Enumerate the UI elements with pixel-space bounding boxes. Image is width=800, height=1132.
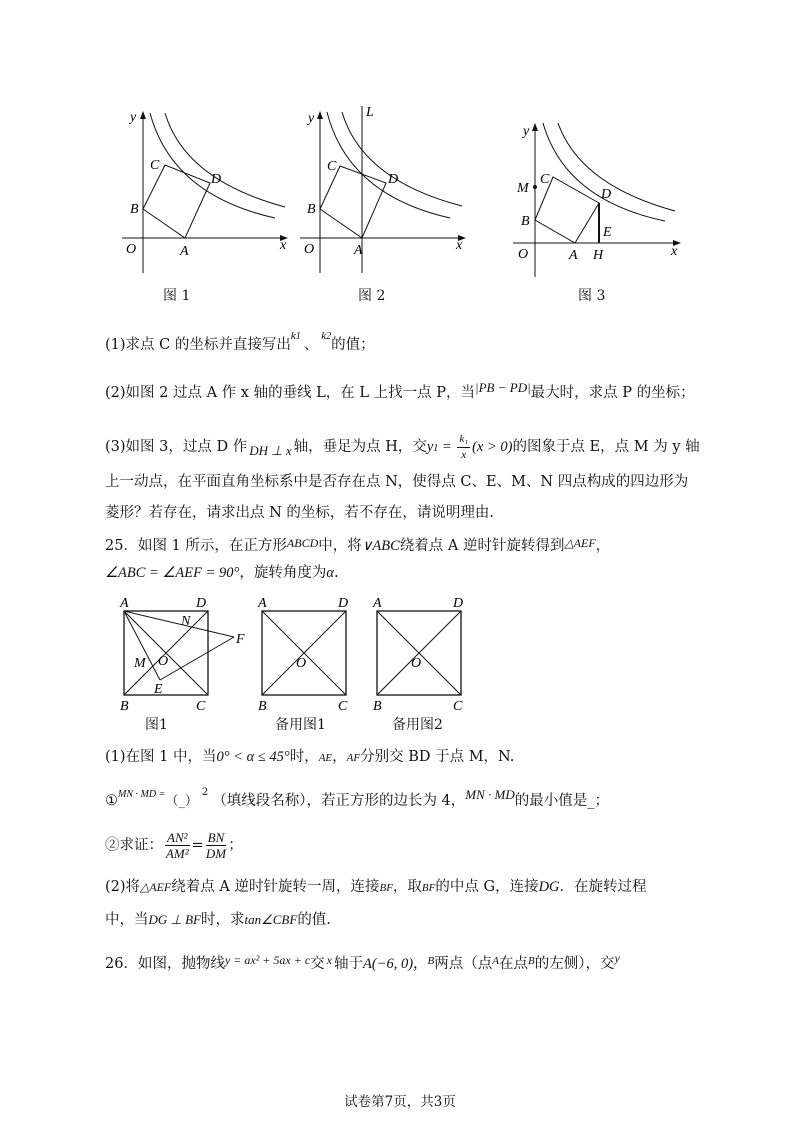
q26-b2: B bbox=[528, 955, 535, 967]
func-sub: 1 bbox=[433, 442, 439, 454]
fig1-label-A: A bbox=[180, 244, 189, 259]
q25-line2 bbox=[105, 563, 339, 583]
q25-spare-figure-1 bbox=[252, 595, 362, 715]
q25-spare-figure-2-caption: 备用图2 bbox=[392, 717, 443, 733]
q25-fig1-label-O: O bbox=[158, 654, 169, 669]
q25-p1b bbox=[105, 830, 243, 861]
fig3-label-O: O bbox=[518, 247, 529, 262]
q25-p1 bbox=[105, 747, 514, 768]
q26-mid1: 交 bbox=[310, 956, 325, 972]
q26-pre: 26．如图，抛物线 bbox=[105, 956, 225, 972]
q25-p2-dg: DG bbox=[538, 879, 560, 895]
q25-p2-tri: △AEF bbox=[140, 880, 172, 894]
q25-tri1: ∨ABC bbox=[361, 538, 400, 554]
q24-part1-post: 的值； bbox=[331, 337, 375, 353]
q26-a2: A bbox=[492, 955, 500, 967]
q25-p1a bbox=[105, 783, 609, 812]
page-footer: 试卷第7页，共3页 bbox=[344, 1094, 456, 1110]
fig2-label-x: x bbox=[456, 238, 463, 253]
k1-symbol bbox=[291, 330, 301, 342]
q25-p1-pre: (1)在图 1 中，当 bbox=[105, 749, 217, 765]
q25-p2-mid3: 的中点 G，连接 bbox=[435, 879, 539, 895]
fig2-label-A: A bbox=[354, 243, 363, 258]
q25-p1b-left-frac bbox=[165, 830, 190, 861]
q25-spare2-label-D: D bbox=[453, 596, 464, 611]
fig2-label-O: O bbox=[304, 242, 315, 257]
fig2-label-B: B bbox=[307, 202, 316, 217]
q24-func bbox=[426, 433, 513, 461]
q24-part3-line2: 上一动点，在平面直角坐标系中是否存在点 N，使得点 C、E、M、N 四点构成的四边形为 bbox=[105, 474, 689, 490]
q25-spare1-label-O: O bbox=[296, 656, 307, 671]
func-eq: = bbox=[438, 438, 456, 455]
q26-mid5: 在点 bbox=[499, 956, 529, 972]
q25-line1 bbox=[105, 533, 610, 556]
q25-p1-ae: AE bbox=[318, 752, 333, 764]
k1-letter: k bbox=[290, 330, 296, 342]
func-frac bbox=[457, 432, 470, 463]
k1-sub: 1 bbox=[295, 331, 301, 342]
q25-p2-pre: (2)将 bbox=[105, 879, 141, 895]
q25-p1a-sup: 2 bbox=[201, 787, 209, 798]
q25-spare-figure-1-caption: 备用图1 bbox=[275, 717, 326, 733]
q25-p1-sep: ， bbox=[332, 749, 347, 765]
q25-p1b-eq: = bbox=[191, 837, 204, 854]
func-lhs: y bbox=[426, 438, 434, 455]
q25-spare1-label-A: A bbox=[258, 596, 267, 611]
q25-p2-bf2: BF bbox=[421, 882, 436, 894]
q25-p2-mid1: 绕着点 A 逆时针旋转一周，连接 bbox=[171, 879, 380, 895]
fig3-label-D: D bbox=[601, 187, 612, 202]
fig1-label-B: B bbox=[130, 202, 139, 217]
q25-p2l2-expr: DG ⊥ BF bbox=[148, 912, 201, 927]
q25-fig1-label-C: C bbox=[196, 699, 206, 714]
fig3-label-C: C bbox=[540, 172, 550, 187]
fig2-label-L: L bbox=[366, 105, 374, 120]
q26-pt: A(−6, 0) bbox=[362, 956, 414, 972]
func-num: k₁ bbox=[457, 432, 470, 448]
q25-fig1-label-N: N bbox=[181, 614, 191, 629]
q26-b: B bbox=[427, 955, 435, 967]
q25-p2-line2 bbox=[105, 910, 331, 930]
q25-p1a-pre: ① bbox=[105, 793, 118, 809]
q25-p2l2-tan: tan∠CBF bbox=[244, 912, 298, 927]
q25-p1b-pre: ②求证： bbox=[105, 837, 163, 854]
q25-alpha: α bbox=[326, 565, 334, 581]
q25-p1a-mid: （填线段名称），若正方形的边长为 4， bbox=[212, 793, 466, 809]
q24-part2-pre: (2)如图 2 过点 A 作 x 轴的垂线 L，在 L 上找一点 P，当 bbox=[105, 385, 476, 401]
q25-abcd: ABCD bbox=[286, 536, 319, 550]
k2-symbol bbox=[321, 330, 331, 342]
figure-1-graph bbox=[110, 105, 295, 280]
fig1-label-O: O bbox=[126, 242, 137, 257]
q26-mid4: 两点（点 bbox=[434, 956, 493, 972]
q25-fig1-label-M: M bbox=[134, 656, 146, 671]
q25-p2l2-mid: 时，求 bbox=[200, 912, 245, 928]
q25-p1a-post: 的最小值是_； bbox=[514, 793, 610, 809]
q25-spare-figure-2 bbox=[367, 595, 477, 715]
q26-mid6: 的左侧），交 bbox=[534, 956, 615, 972]
func-den: x bbox=[461, 449, 467, 461]
rfrac-den: DM bbox=[205, 846, 227, 861]
q25-p1b-post: ； bbox=[228, 837, 243, 854]
q25-line1-mid2: 绕着点 A 逆时针旋转得到 bbox=[399, 538, 565, 554]
q25-fig1-label-E: E bbox=[154, 682, 163, 697]
q25-p1a-expr: MN · MD = bbox=[118, 789, 166, 800]
q25-p2-line1 bbox=[105, 877, 647, 898]
q25-fig1-label-D: D bbox=[196, 596, 207, 611]
q25-p1-af: AF bbox=[346, 752, 361, 764]
q26-line bbox=[105, 948, 620, 974]
q25-p2-bf1: BF bbox=[379, 882, 393, 894]
q25-line1-pre: 25．如图 1 所示，在正方形 bbox=[105, 538, 287, 554]
k2-sub: 2 bbox=[326, 331, 332, 342]
q24-part1 bbox=[105, 326, 375, 355]
q25-p2l2-post: 的值. bbox=[297, 912, 331, 928]
q24-part3-line1 bbox=[105, 432, 700, 463]
q25-p1a-blank: （_） bbox=[165, 794, 198, 809]
fig3-label-y: y bbox=[523, 124, 530, 139]
figure-1-caption: 图 1 bbox=[163, 288, 191, 304]
lfrac-num: AN² bbox=[167, 830, 188, 845]
q26-x: x bbox=[326, 953, 332, 967]
fig1-label-C: C bbox=[150, 158, 160, 173]
q25-p2-post: ．在旋转过程 bbox=[559, 879, 647, 895]
q24-part2 bbox=[105, 378, 695, 403]
figure-2-graph bbox=[290, 100, 480, 280]
q25-tri2: △AEF bbox=[564, 536, 596, 550]
q25-p1-mid1: 时， bbox=[289, 749, 319, 765]
fig2-label-C: C bbox=[327, 159, 337, 174]
q26-eq: y = ax² + 5ax + c bbox=[224, 953, 311, 967]
q25-p1-mid2: 分别交 BD 于点 M，N. bbox=[360, 749, 515, 765]
q24-part3-line3: 菱形？若存在，请求出点 N 的坐标，若不存在，请说明理由. bbox=[105, 505, 495, 521]
q25-line1-post: ， bbox=[595, 538, 611, 554]
rfrac-num: BN bbox=[207, 830, 225, 845]
q25-spare1-label-C: C bbox=[338, 699, 348, 714]
q25-p1-range: 0° < α ≤ 45° bbox=[216, 749, 290, 765]
q26-mid2: 轴于 bbox=[333, 956, 363, 972]
fig3-label-E: E bbox=[603, 225, 612, 240]
fig3-label-M: M bbox=[517, 181, 529, 196]
q25-figure-1 bbox=[112, 595, 252, 715]
q24-part2-post: 最大时，求点 P 的坐标； bbox=[530, 385, 695, 401]
q25-p2l2-pre: 中，当 bbox=[105, 912, 149, 928]
q25-fig1-label-B: B bbox=[120, 699, 129, 714]
figure-3-caption: 图 3 bbox=[578, 288, 606, 304]
q25-p1b-right-frac bbox=[206, 830, 227, 861]
lfrac-den: AM² bbox=[165, 846, 189, 861]
q26-y: y bbox=[614, 951, 620, 965]
q24-part3-post: 的图象于点 E，点 M 为 y 轴 bbox=[512, 438, 700, 455]
q26-mid3: ， bbox=[413, 956, 428, 972]
fig2-label-y: y bbox=[308, 111, 315, 126]
fig2-label-D: D bbox=[388, 172, 399, 187]
q25-fig1-label-A: A bbox=[120, 596, 129, 611]
q25-spare2-label-A: A bbox=[373, 596, 382, 611]
q25-spare1-label-D: D bbox=[338, 596, 349, 611]
k2-letter: k bbox=[321, 330, 327, 342]
fig1-label-x: x bbox=[280, 238, 287, 253]
q25-line2-post: . bbox=[333, 565, 339, 581]
q24-part1-pre: (1)求点 C 的坐标并直接写出 bbox=[105, 337, 291, 353]
q25-p1a-expr2: MN · MD bbox=[465, 787, 515, 802]
figure-2-caption: 图 2 bbox=[358, 288, 386, 304]
fig3-label-B: B bbox=[521, 214, 530, 229]
q25-spare2-label-C: C bbox=[453, 699, 463, 714]
q25-spare1-label-B: B bbox=[258, 699, 267, 714]
q24-part3-pre: (3)如图 3，过点 D 作 bbox=[105, 438, 248, 455]
q25-line1-mid1: 中，将 bbox=[318, 538, 362, 554]
q24-part2-expr: |PB − PD| bbox=[475, 380, 531, 395]
figure-3-graph bbox=[505, 115, 690, 280]
q24-part1-sep: 、 bbox=[303, 337, 319, 353]
fig1-label-D: D bbox=[211, 172, 222, 187]
q25-angle-expr: ∠ABC = ∠AEF = 90° bbox=[105, 565, 240, 581]
fig3-label-A: A bbox=[569, 248, 578, 263]
q25-fig1-label-F: F bbox=[236, 632, 245, 647]
q25-spare2-label-B: B bbox=[373, 699, 382, 714]
q24-part3-expr: DH ⊥ x bbox=[249, 442, 292, 458]
q24-part3-mid: 轴，垂足为点 H，交 bbox=[293, 438, 427, 455]
fig1-label-y: y bbox=[130, 110, 137, 125]
q25-figure-1-caption: 图1 bbox=[145, 717, 168, 733]
fig3-label-x: x bbox=[671, 244, 678, 259]
q25-p2-mid2: ，取 bbox=[392, 879, 422, 895]
q25-line2-mid: ，旋转角度为 bbox=[239, 565, 327, 581]
fig3-label-H: H bbox=[593, 248, 604, 263]
q25-spare2-label-O: O bbox=[411, 656, 422, 671]
func-cond: (x > 0) bbox=[472, 438, 513, 455]
